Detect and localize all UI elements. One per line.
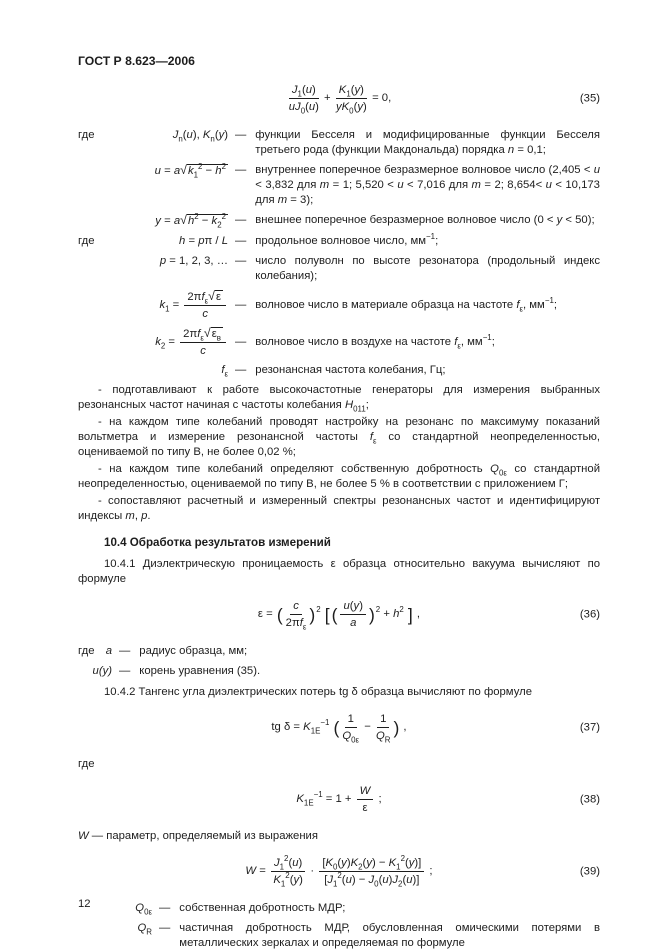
- formula-38: [78, 784, 600, 815]
- def-dash: —: [235, 255, 247, 267]
- formula-39-number: (39): [579, 865, 600, 877]
- def-desc: продольное волновое число, $мм^{-1}$;: [255, 232, 439, 247]
- paragraph-spectra-compare: - сопоставляют расчетный и измеренный спектры резонансных частот и идентифицируют индексы m, p.: [78, 495, 600, 522]
- def-desc: внешнее поперечное безразмерное волновое число (0 < y < 50);: [255, 214, 595, 226]
- def-row: [78, 213, 600, 229]
- def-term: u(y): [92, 665, 112, 677]
- def-lead: где: [78, 129, 95, 141]
- def-desc: внутреннее поперечное безразмерное волновое число (2,405 < u < 3,832 для m = 1; 5,520 < u < 7,016 для m = 2; 8,654< u < 10,173 для m = 3);: [255, 164, 600, 206]
- def-row: [78, 128, 600, 158]
- paragraph-generators: - подготавливают к работе высокочастотные генераторы для измерения выбранных резонансных частот начиная с частоты колебания $H_{011}$;: [78, 384, 600, 414]
- paragraph-10-4-2: 10.4.2 Тангенс угла диэлектрических потерь tg δ образца вычисляют по формуле: [104, 686, 532, 698]
- def-row: [78, 901, 600, 916]
- def-dash: —: [235, 235, 247, 247]
- formula-36: [78, 599, 600, 630]
- def-row: [78, 289, 600, 321]
- formula-37-expression: tg $\delta = K_{1E}^{-1}$ ( $\frac{1}{Q_{0\varepsilon}}$ − $\frac{1}{Q_R}$ ) ,: [271, 713, 407, 745]
- page-number: 12: [78, 898, 91, 910]
- definition-list-2: [78, 644, 600, 679]
- section-heading-10-4: 10.4 Обработка результатов измерений: [104, 536, 331, 549]
- page-header: ГОСТ Р 8.623—2006: [78, 54, 195, 68]
- def-dash: —: [235, 129, 247, 141]
- w-parameter-line: W — параметр, определяемый из выражения: [78, 830, 318, 842]
- def-term: p = 1, 2, 3, …: [159, 255, 228, 267]
- paragraph-q-factor: - на каждом типе колебаний определяют собственную добротность $Q_{0\varepsilon}$ со стандартной неопределенностью, оцениваемой по типу В, не более 5 % в соответствии с приложением Г;: [78, 463, 600, 490]
- def-desc: волновое число в материале образца на частоте $f_\varepsilon$, $мм^{-1}$;: [255, 295, 557, 313]
- formula-38-number: (38): [579, 793, 600, 805]
- def-dash: —: [235, 298, 247, 311]
- formula-35-number: (35): [579, 92, 600, 104]
- formula-36-expression: ε = ( $\frac{c}{2\pi f_\varepsilon}$ ) $^2$ [ ( $\frac{u(y)}{a}$ ) $^2 + h^2$ ] ,: [257, 600, 421, 632]
- formula-37: [78, 712, 600, 743]
- def-row: [78, 326, 600, 358]
- formula-35: [78, 83, 600, 114]
- formula-35-expression: $\frac{J_1(u)}{uJ_0(u)}$ + $\frac{K_1(y)}{yK_0(y)}$ = 0,: [288, 84, 392, 116]
- def-term: $k_2$ = $\frac{2\pi f_\varepsilon√\varepsilon_в}{c}$: [78, 326, 228, 358]
- def-dash: —: [119, 645, 131, 657]
- def-desc: собственная добротность МДР;: [179, 902, 346, 914]
- def-row: [78, 363, 600, 378]
- def-term: где a: [78, 645, 112, 657]
- def-desc: частичная добротность МДР, обусловленная омическими потерями в металлических зеркалах и определяемая по формуле: [179, 922, 600, 949]
- def-desc: волновое число в воздухе на частоте $f_\varepsilon$, $мм^{-1}$;: [255, 332, 495, 350]
- def-desc: число полуволн по высоте резонатора (продольный индекс колебания);: [255, 255, 600, 282]
- def-row: [78, 254, 600, 284]
- formula-38-expression: $K_{1E}^{-1} = 1$ + $\frac{W}{\varepsilon}$ ;: [296, 785, 382, 814]
- def-term: $Q_{0\varepsilon}$: [135, 902, 152, 917]
- def-lead: где: [78, 235, 95, 247]
- def-dash: —: [235, 364, 247, 376]
- def-desc: резонансная частота колебания, Гц;: [255, 364, 446, 376]
- def-dash: —: [119, 665, 131, 677]
- def-dash: —: [159, 922, 171, 934]
- def-desc: корень уравнения (35).: [139, 665, 261, 677]
- def-row: [78, 664, 600, 679]
- def-term: $k_1$ = $\frac{2\pi f_\varepsilon√\varepsilon}{c}$: [78, 289, 228, 321]
- formula-39: [78, 856, 600, 887]
- def-row: [78, 163, 600, 208]
- def-desc: функции Бесселя и модифицированные функции Бесселя третьего рода (функции Макдональда) порядка n = 0,1;: [255, 129, 600, 156]
- def-lead: где: [78, 645, 95, 657]
- def-row: [78, 234, 600, 249]
- paragraph-resonance-tuning: - на каждом типе колебаний проводят настройку на резонанс по максимуму показаний вольтметра и измерение резонансной частоты $f_\varepsilon$ со стандартной неопределенностью, оцениваемой по типу В, не более 0,02 %;: [78, 416, 600, 458]
- def-row: [78, 921, 600, 951]
- where-label: где: [78, 758, 95, 770]
- def-term: где $J_n(u)$, $K_n(y)$: [78, 129, 228, 144]
- def-term: где h = pπ / L: [78, 235, 228, 247]
- definition-list-1: [78, 128, 600, 378]
- formula-39-expression: W = $\frac{J_1^2(u)}{K_1^2(y)}$ · $\frac{[K_0(y)K_2(y) - K_1^2(y)]}{[J_1^2(u) - J_0(u)J_2(u)]}$ ;: [245, 854, 433, 889]
- formula-36-number: (36): [579, 608, 600, 620]
- formula-37-number: (37): [579, 721, 600, 733]
- paragraph-10-4-1: 10.4.1 Диэлектрическую проницаемость ε образца относительно вакуума вычисляют по формуле: [78, 558, 600, 585]
- def-dash: —: [159, 902, 171, 914]
- def-term: $u = a√k_1^2 - h^2$: [154, 162, 226, 180]
- def-desc: радиус образца, мм;: [139, 645, 248, 657]
- def-term: $y = a√h^2 - k_2^2$: [155, 212, 226, 230]
- def-term: $f_\varepsilon$: [221, 364, 228, 379]
- def-dash: —: [235, 214, 247, 226]
- definition-list-3: [78, 901, 600, 951]
- def-dash: —: [235, 335, 247, 348]
- def-row: [78, 644, 600, 659]
- def-term: $Q_R$: [137, 922, 152, 937]
- def-dash: —: [235, 164, 247, 176]
